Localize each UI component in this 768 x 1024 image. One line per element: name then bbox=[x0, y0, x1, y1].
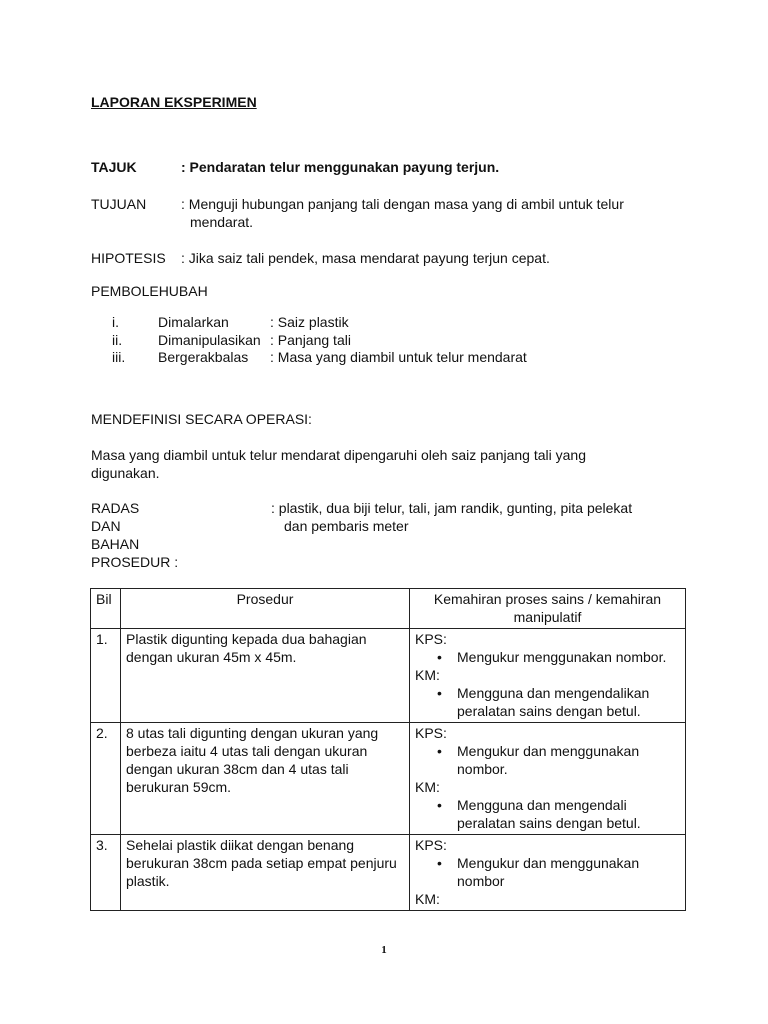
km-label: KM: bbox=[415, 667, 440, 683]
radas-label: RADAS DAN BAHAN bbox=[91, 500, 140, 552]
variable-item bbox=[0, 348, 768, 366]
cell-prosedur: Sehelai plastik diikat dengan benang berukuran 38cm pada setiap empat penjuru plastik. bbox=[121, 835, 410, 911]
cell-prosedur: 8 utas tali digunting dengan ukuran yang berbeza iaitu 4 utas tali dengan ukuran dengan ukuran 38cm dan 4 utas tali berukuran 59cm. bbox=[121, 723, 410, 835]
kps-label: KPS: bbox=[415, 631, 447, 647]
pembolehubah-label: PEMBOLEHUBAH bbox=[91, 283, 208, 299]
cell-bil: 3. bbox=[91, 835, 121, 911]
definisi-line2: digunakan. bbox=[91, 465, 160, 481]
header-bil: Bil bbox=[91, 589, 121, 629]
variable-value: : Panjang tali bbox=[270, 332, 351, 348]
procedure-table bbox=[90, 588, 686, 911]
table-header-row bbox=[91, 589, 686, 629]
variable-item bbox=[0, 313, 768, 331]
variable-item bbox=[0, 331, 768, 349]
page-number: 1 bbox=[381, 944, 387, 956]
report-title: LAPORAN EKSPERIMEN bbox=[91, 94, 257, 110]
tujuan-value-line1: : Menguji hubungan panjang tali dengan masa yang di ambil untuk telur bbox=[181, 196, 624, 212]
table-row bbox=[91, 835, 686, 911]
definisi-line1: Masa yang diambil untuk telur mendarat dipengaruhi oleh saiz panjang tali yang bbox=[91, 447, 586, 463]
header-prosedur: Prosedur bbox=[121, 589, 410, 629]
km-label: KM: bbox=[415, 891, 440, 907]
radas-value-line2: dan pembaris meter bbox=[284, 518, 409, 534]
cell-prosedur: Plastik digunting kepada dua bahagian dengan ukuran 45m x 45m. bbox=[121, 629, 410, 723]
header-kemahiran: Kemahiran proses sains / kemahiran manipulatif bbox=[410, 589, 686, 629]
cell-bil: 1. bbox=[91, 629, 121, 723]
radas-value-line1: : plastik, dua biji telur, tali, jam randik, gunting, pita pelekat bbox=[271, 500, 633, 516]
variable-name: Dimalarkan bbox=[158, 314, 229, 330]
variable-name: Dimanipulasikan bbox=[158, 332, 261, 348]
tajuk-value: : Pendaratan telur menggunakan payung terjun. bbox=[181, 159, 500, 175]
kps-label: KPS: bbox=[415, 725, 447, 741]
variable-num: ii. bbox=[112, 332, 123, 348]
cell-kemahiran bbox=[410, 835, 686, 911]
cell-kemahiran bbox=[410, 629, 686, 723]
table-row bbox=[91, 723, 686, 835]
definisi-label: MENDEFINISI SECARA OPERASI: bbox=[91, 411, 312, 427]
kps-item: • Mengukur menggunakan nombor. bbox=[415, 648, 680, 666]
tujuan-label: TUJUAN bbox=[91, 196, 147, 212]
variable-value: : Saiz plastik bbox=[270, 314, 349, 330]
tajuk-label: TAJUK bbox=[91, 159, 137, 175]
kps-label: KPS: bbox=[415, 837, 447, 853]
hipotesis-label: HIPOTESIS bbox=[91, 250, 166, 266]
cell-bil: 2. bbox=[91, 723, 121, 835]
variable-num: i. bbox=[112, 314, 119, 330]
kps-item: • Mengukur dan menggunakan nombor. bbox=[415, 742, 680, 778]
kps-item: • Mengukur dan menggunakan nombor bbox=[415, 854, 680, 890]
variable-num: iii. bbox=[112, 349, 126, 365]
variable-value: : Masa yang diambil untuk telur mendarat bbox=[270, 349, 527, 365]
hipotesis-value: : Jika saiz tali pendek, masa mendarat payung terjun cepat. bbox=[181, 250, 550, 266]
variable-name: Bergerakbalas bbox=[158, 349, 249, 365]
cell-kemahiran bbox=[410, 723, 686, 835]
definisi-text bbox=[91, 446, 651, 482]
km-label: KM: bbox=[415, 779, 440, 795]
km-item: • Mengguna dan mengendalikan peralatan sains dengan betul. bbox=[415, 684, 680, 720]
km-item: • Mengguna dan mengendali peralatan sains dengan betul. bbox=[415, 796, 680, 832]
tujuan-value-line2: mendarat. bbox=[190, 214, 254, 230]
prosedur-label: PROSEDUR : bbox=[91, 554, 179, 570]
table-row bbox=[91, 629, 686, 723]
